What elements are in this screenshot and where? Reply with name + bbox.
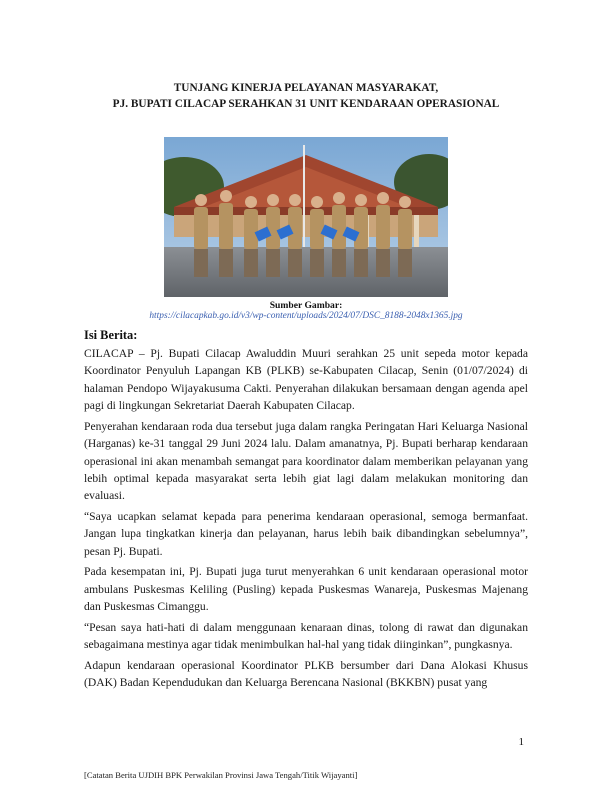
article-body bbox=[84, 345, 528, 695]
image-caption-label: Sumber Gambar: bbox=[269, 300, 343, 311]
image-source-link[interactable]: https://cilacapkab.go.id/v3/wp-content/uploads/2024/07/DSC_8188-2048x1365.jpg bbox=[149, 311, 463, 321]
page-number: 1 bbox=[518, 736, 524, 748]
document-title bbox=[60, 80, 552, 112]
paragraph: “Saya ucapkan selamat kepada para penerima kendaraan operasional, semoga bermanfaat. Jangan lupa tingkatkan kinerja dan pelayanan, harus lebih baik dibandingkan sebelumnya”, pesan Pj. Bupati. bbox=[84, 510, 528, 558]
paragraph: Adapun kendaraan operasional Koordinator PLKB bersumber dari Dana Alokasi Khusus (DAK) Badan Kependudukan dan Keluarga Berencana Nasional (BKKBN) pusat yang bbox=[84, 658, 528, 690]
section-label: Isi Berita: bbox=[84, 328, 138, 342]
title-line-2: PJ. BUPATI CILACAP SERAHKAN 31 UNIT KENDARAAN OPERASIONAL bbox=[112, 98, 500, 110]
page-footer: [Catatan Berita UJDIH BPK Perwakilan Provinsi Jawa Tengah/Titik Wijayanti] bbox=[84, 770, 358, 780]
title-line-1: TUNJANG KINERJA PELAYANAN MASYARAKAT, bbox=[173, 82, 439, 94]
paragraph: “Pesan saya hati-hati di dalam menggunaan kenaraan dinas, tolong di rawat dan digunakan sebagaimana mestinya agar tidak menimbulkan hal-hal yang tidak diinginkan”, pungkasnya. bbox=[84, 620, 528, 652]
paragraph: Pada kesempatan ini, Pj. Bupati juga turut menyerahkan 6 unit kendaraan operasional motor ambulans Puskesmas Keliling (Pusling) kepada Puskesmas Wanareja, Puskesmas Majenang dan Puskesmas Cimanggu. bbox=[84, 565, 528, 614]
paragraph: CILACAP – Pj. Bupati Cilacap Awaluddin Muuri serahkan 25 unit sepeda motor kepada Koordinator Penyuluh Lapangan KB (PLKB) se-Kabupaten Cilacap, Senin (01/07/2024) di halaman Pendopo Wijayakusuma Cakti. Penyerahan dilakukan bersamaan dengan agenda apel pagi di lingkungan Sekretariat Daerah Kabupaten Cilacap. bbox=[84, 347, 528, 413]
news-photo bbox=[164, 137, 448, 297]
paragraph: Penyerahan kendaraan roda dua tersebut juga dalam rangka Peringatan Hari Keluarga Nasional (Harganas) ke-31 tanggal 29 Juni 2024 lalu. Dalam amanatnya, Pj. Bupati berharap kendaraan operasional ini akan menambah semangat para koordinator dalam memberikan pelayanan yang lebih optimal kepada masyarakat serta lebih giat lagi dalam melakukan monitoring dan evaluasi. bbox=[84, 419, 528, 503]
